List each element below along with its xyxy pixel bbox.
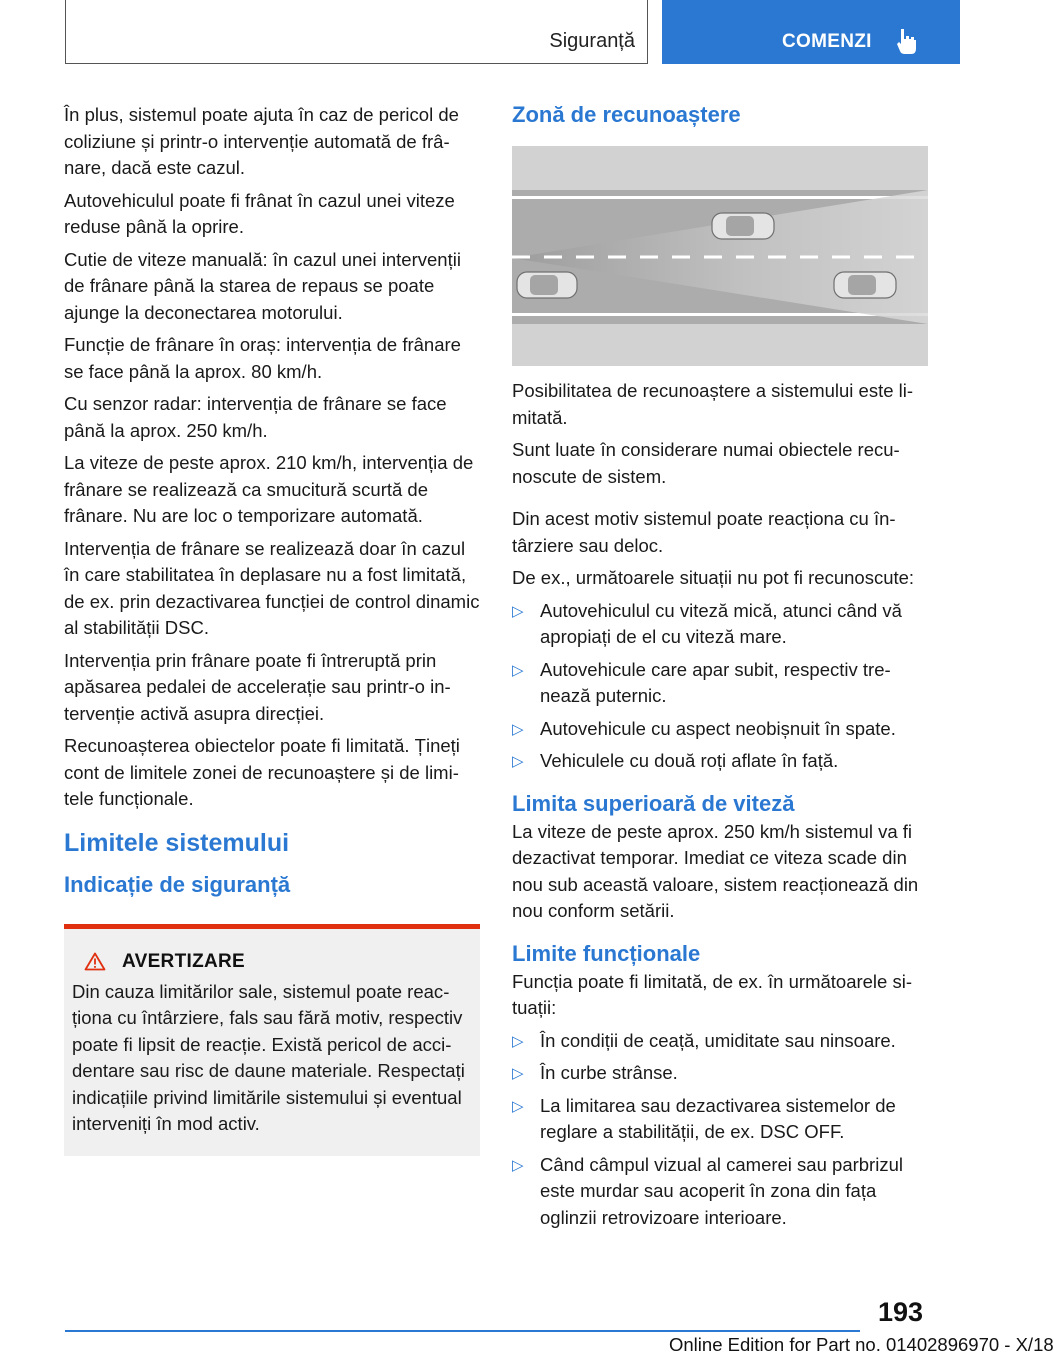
header-tab-label: COMENZI [782, 31, 872, 52]
warning-box [64, 924, 480, 1156]
subheading-safety-note: Indicație de siguranță [64, 871, 291, 897]
road-edge-top [512, 196, 928, 199]
bullet-triangle-icon: ▷ [512, 1032, 524, 1050]
paragraph: Funcție de frânare în oraș: intervenția de frânare se face până la aprox. 80 km/h. [64, 334, 461, 382]
page-number: 193 [878, 1297, 924, 1327]
paragraph: Intervenția prin frânare poate fi întreruptă prin apăsarea pedalei de accelerație sau printr-o intervenție activă asupra direcției. [64, 649, 451, 724]
list-item: ▷ Vehiculele cu două roți aflate în față. [512, 748, 928, 775]
car-ego [517, 272, 577, 298]
bullet-triangle-icon: ▷ [512, 720, 524, 738]
list-item: ▷ Autovehicule cu aspect neobișnuit în spate. [512, 716, 928, 743]
footer-edition: Online Edition for Part no. 01402896970 - X/18 [669, 1334, 1054, 1355]
paragraph: Cu senzor radar: intervenția de frânare se face până la aprox. 250 km/h. [64, 393, 447, 441]
paragraph: Posibilitatea de recunoaștere a sistemului este limitată. [512, 380, 914, 428]
list-item: ▷ În curbe strânse. [512, 1060, 928, 1087]
paragraph: Recunoașterea obiectelor poate fi limitată. Țineți cont de limitele zonei de recunoaștere și de limitele funcționale. [64, 735, 460, 809]
warning-triangle-icon [84, 952, 106, 971]
warning-title [84, 951, 472, 973]
list-item: ▷ În condiții de ceață, umiditate sau ninsoare. [512, 1028, 928, 1055]
paragraph: Funcția poate fi limitată, de ex. în următoarele situații: [512, 970, 913, 1018]
left-column [64, 102, 480, 1156]
bullet-triangle-icon: ▷ [512, 602, 524, 620]
pointing-hand-icon [895, 27, 919, 55]
header-section-box [65, 0, 648, 64]
warning-label: AVERTIZARE [122, 950, 245, 972]
bullet-triangle-icon: ▷ [512, 661, 524, 679]
car-ahead-same-lane [834, 272, 896, 298]
right-column [512, 102, 928, 1237]
functional-limits-list [512, 1028, 928, 1232]
car-ahead-left-lane [712, 213, 774, 239]
heading-detection-zone: Zonă de recunoaștere [512, 102, 741, 127]
paragraph: La viteze de peste aprox. 210 km/h, intervenția de frânare se realizează ca smucitură scurtă de frânare. Nu are loc o temporizare automată. [64, 452, 474, 526]
list-item: ▷ Autovehicule care apar subit, respectiv trenează puternic. [512, 658, 891, 706]
bullet-triangle-icon: ▷ [512, 1156, 524, 1174]
undetectable-situations-list [512, 598, 928, 775]
warning-text: Din cauza limitărilor sale, sistemul poate reacționa cu întârziere, fals sau fără motiv, respectiv poate fi lipsit de reacție. Există pericol de accidentare sau risc de daune materiale. Respectați indicațiile privind limitările sistemului și eventual interveniți în mod activ. [72, 980, 465, 1134]
list-item: ▷ La limitarea sau dezactivarea sistemelor de reglare a stabilității, de ex. DSC OFF. [512, 1094, 896, 1142]
paragraph: Din acest motiv sistemul poate reacționa cu întârziere sau deloc. [512, 508, 896, 556]
paragraph: Cutie de viteze manuală: în cazul unei intervenții de frânare până la starea de repaus se poate ajunge la deconectarea motorului. [64, 248, 461, 323]
list-item: ▷ Autovehiculul cu viteză mică, atunci când vă apropiați de el cu viteză mare. [512, 599, 902, 647]
paragraph: Sunt luate în considerare numai obiectele recunoscute de sistem. [512, 439, 900, 487]
heading-functional-limits: Limite funcționale [512, 940, 701, 966]
paragraph: Intervenția de frânare se realizează doar în cazul în care stabilitatea în deplasare nu a fost limitată, de ex. prin dezactivarea funcției de control dinamic al stabilității DSC. [64, 537, 480, 638]
bullet-triangle-icon: ▷ [512, 1097, 524, 1115]
paragraph: În plus, sistemul poate ajuta în caz de pericol de coliziune și printr-o intervenție automată de frânare, dacă este cazul. [64, 104, 459, 178]
header-tab-comenzi[interactable] [662, 0, 960, 64]
paragraph: De ex., următoarele situații nu pot fi recunoscute: [512, 567, 915, 588]
paragraph: Autovehiculul poate fi frânat în cazul unei viteze reduse până la oprire. [64, 189, 455, 237]
bullet-triangle-icon: ▷ [512, 1065, 524, 1082]
header-section-label: Siguranță [549, 30, 635, 52]
section-heading-limitations: Limitele sistemului [64, 828, 290, 857]
detection-zone-diagram [512, 146, 928, 366]
heading-speed-limit: Limita superioară de viteză [512, 790, 795, 816]
bullet-triangle-icon: ▷ [512, 753, 524, 770]
footer-divider [65, 1330, 860, 1332]
paragraph: La viteze de peste aprox. 250 km/h sistemul va fi dezactivat temporar. Imediat ce viteza scade din nou sub această valoare, sistem reacționează din nou conform setării. [512, 820, 919, 921]
list-item: ▷ Când câmpul vizual al camerei sau parbrizul este murdar sau acoperit în zona din fața oglinzii retrovizoare interioare. [512, 1153, 903, 1228]
